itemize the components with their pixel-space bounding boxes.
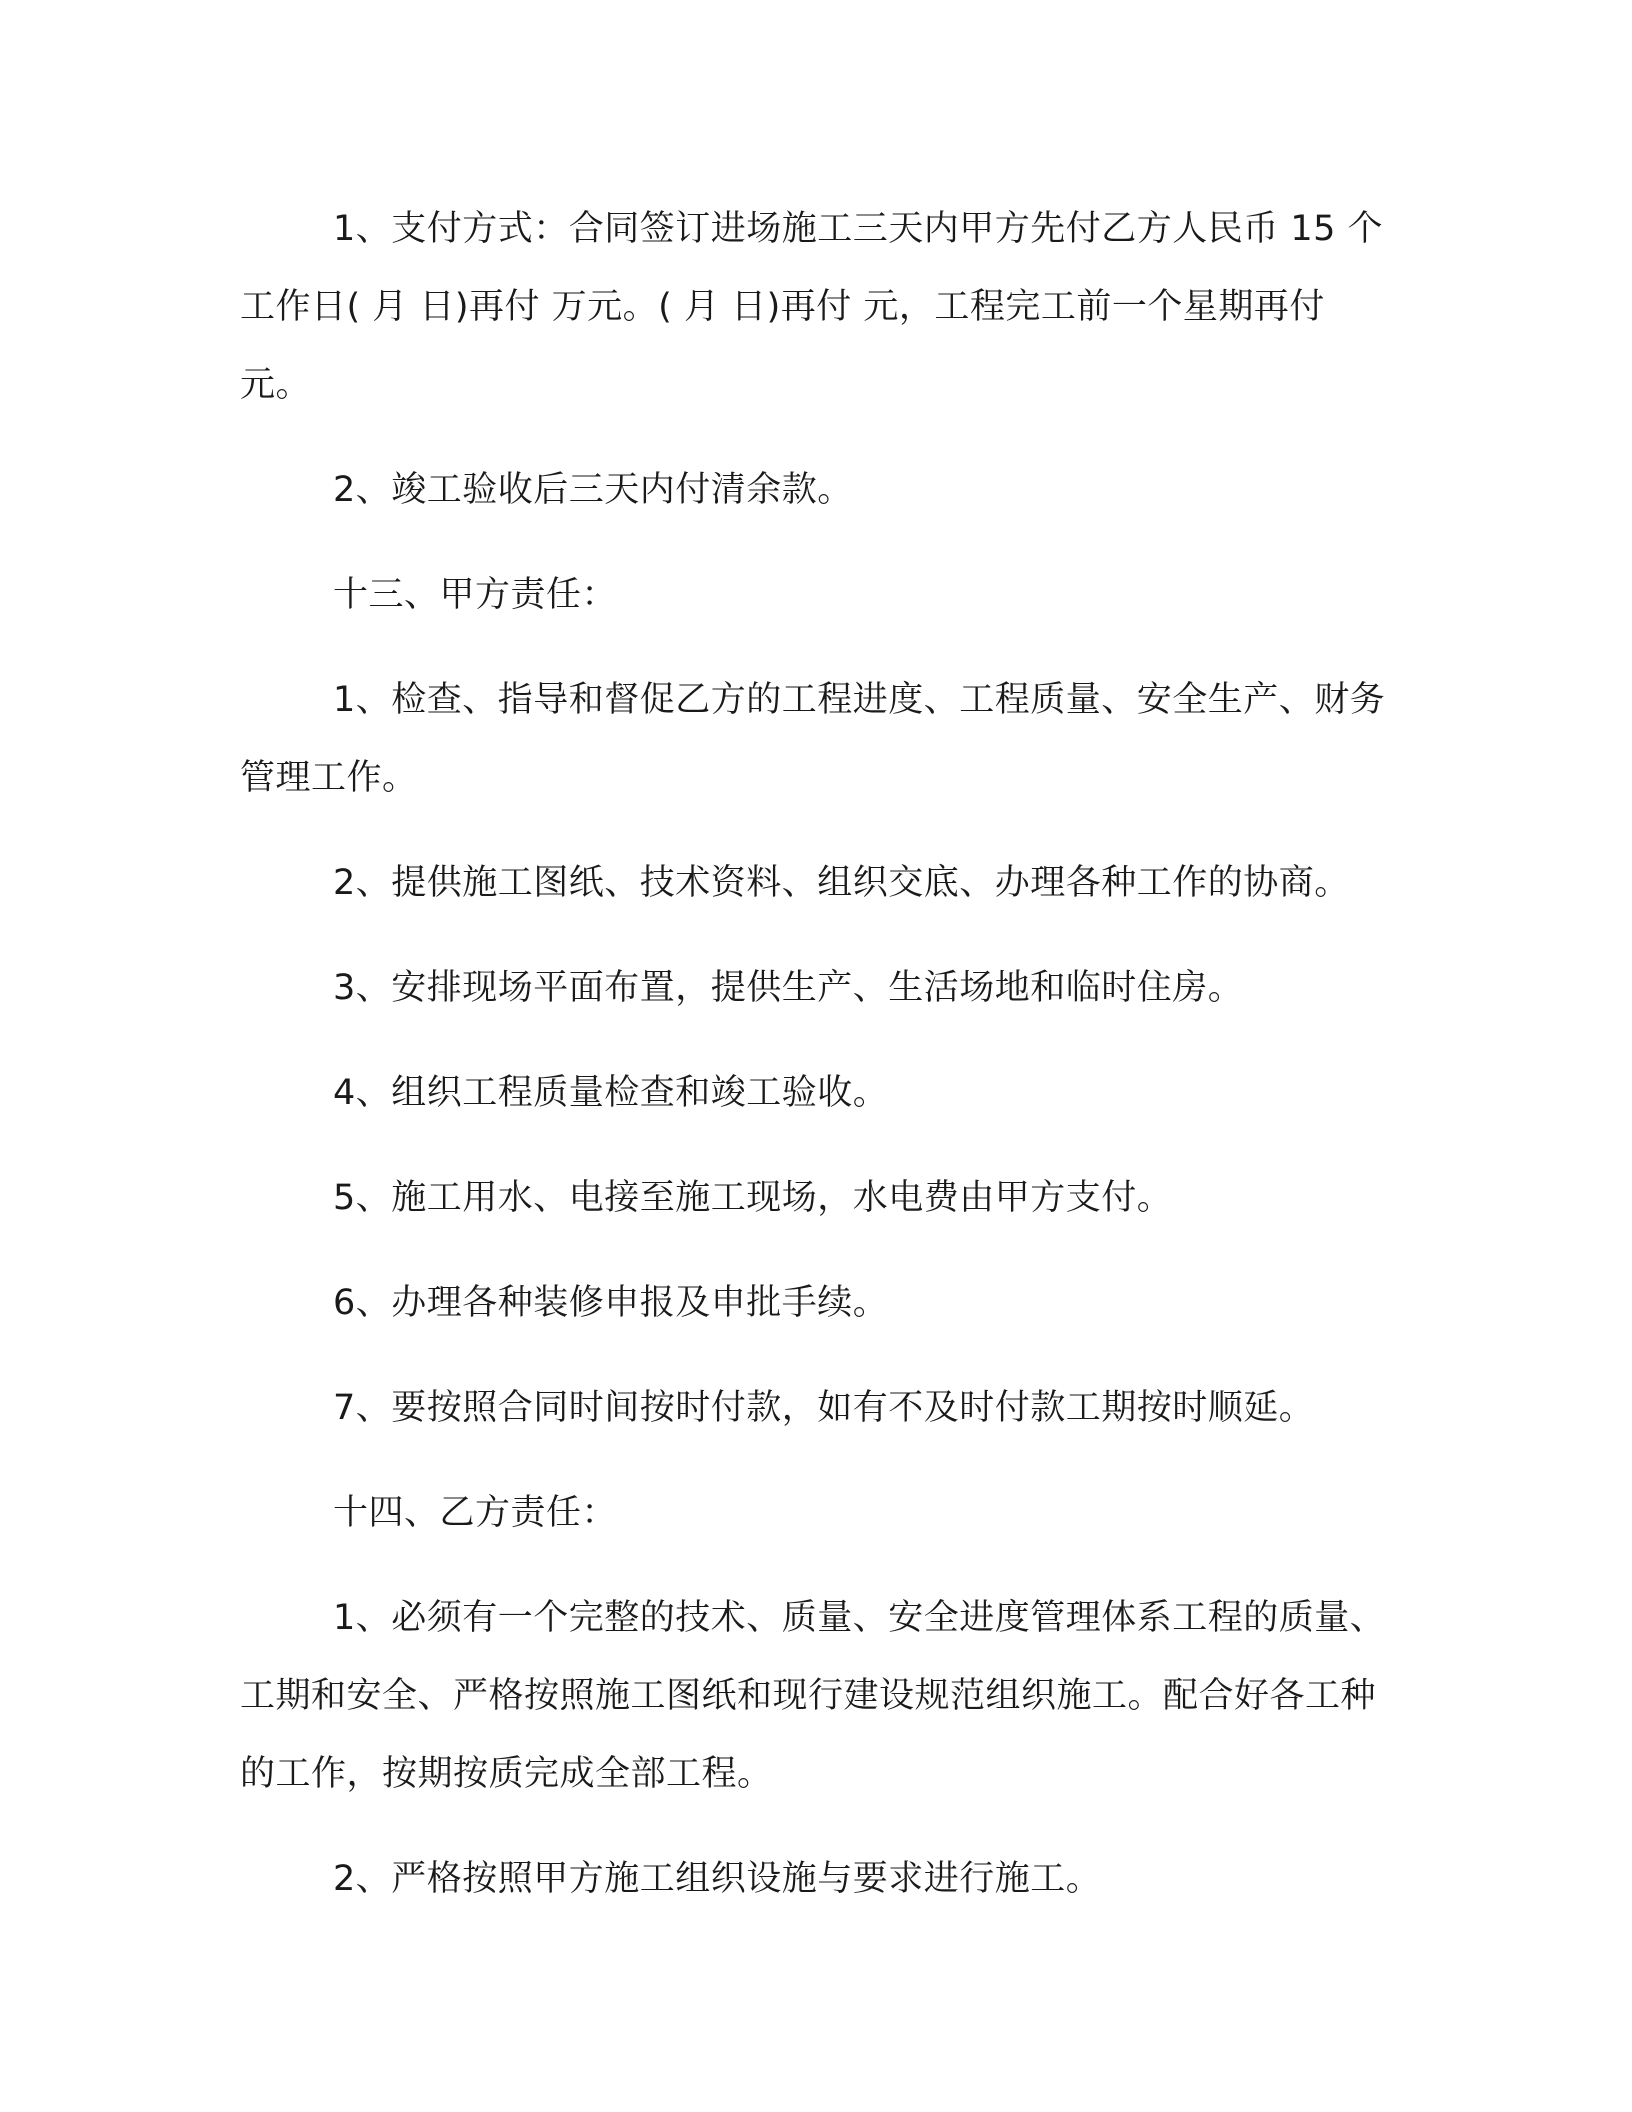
party-a-item-3: 3、安排现场平面布置，提供生产、生活场地和临时住房。 (333, 968, 1244, 1008)
party-b-item-1: 1、必须有一个完整的技术、质量、安全进度管理体系工程的质量、工期和安全、严格按照施工图纸和现行建设规范组织施工。配合好各工种的工作，按期按质完成全部工程。 (240, 1598, 1386, 1794)
party-a-item-7: 7、要按照合同时间按时付款，如有不及时付款工期按时顺延。 (333, 1388, 1315, 1428)
party-a-item-6: 6、办理各种装修申报及申批手续。 (333, 1283, 889, 1323)
party-a-item-5: 5、施工用水、电接至施工现场，水电费由甲方支付。 (333, 1178, 1173, 1218)
final-payment-paragraph: 2、竣工验收后三天内付清余款。 (333, 470, 853, 510)
party-a-item-2: 2、提供施工图纸、技术资料、组织交底、办理各种工作的协商。 (333, 863, 1350, 903)
payment-method-paragraph: 1、支付方式：合同签订进场施工三天内甲方先付乙方人民币 15 个工作日( 月 日)再付 万元。( 月 日)再付 元，工程完工前一个星期再付元。 (240, 209, 1384, 405)
party-b-responsibility-heading: 十四、乙方责任： (333, 1493, 618, 1533)
party-a-item-4: 4、组织工程质量检查和竣工验收。 (333, 1073, 889, 1113)
document-body (240, 190, 1390, 1918)
party-b-item-2: 2、严格按照甲方施工组织设施与要求进行施工。 (333, 1859, 1102, 1899)
party-a-item-1: 1、检查、指导和督促乙方的工程进度、工程质量、安全生产、财务管理工作。 (240, 680, 1386, 798)
party-a-responsibility-heading: 十三、甲方责任： (333, 575, 618, 615)
